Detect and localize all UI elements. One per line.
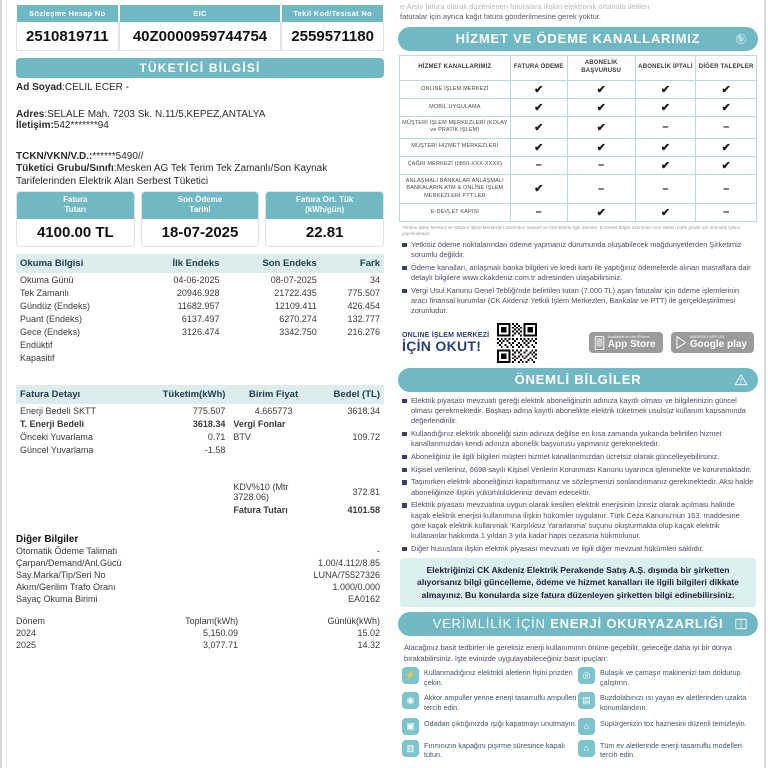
- channel-mark: ✔: [567, 80, 635, 98]
- table-row: [400, 98, 757, 116]
- channel-mark: ✔: [567, 98, 635, 116]
- consumer-contact-label: İletişim:: [16, 120, 54, 131]
- channel-mark: ✔: [510, 116, 567, 138]
- tip-text: Süpürgenizin toz haznesini düzenli temizleyin.: [600, 718, 747, 728]
- reading-row-label: Tek Zamanlı: [20, 287, 70, 298]
- invoice-detail-table: [16, 385, 384, 516]
- table-row: [16, 299, 384, 312]
- invoice-row-amount: [318, 417, 384, 430]
- reading-header-row: [16, 254, 384, 273]
- consumer-group-label: Tüketici Grubu/Sınıfı: [16, 163, 114, 174]
- period-header-daily: Günlük(kWh): [327, 616, 380, 626]
- important-bullets: [394, 394, 762, 554]
- service-channels-table: [399, 55, 757, 222]
- invoice-header-unitprice: Birim Fiyat: [229, 385, 317, 404]
- invoice-header-amount: Bedel (TL): [318, 385, 384, 404]
- reading-row-last: [223, 338, 320, 351]
- earchive-note: [394, 2, 762, 25]
- list-item: [578, 667, 754, 687]
- table-row: [16, 286, 384, 299]
- summary-box-duedate: [141, 191, 260, 247]
- channel-mark: ✔: [696, 80, 757, 98]
- reading-row-first: [138, 338, 224, 351]
- list-item: Kişisel verileriniz, 6698 sayılı Kişisel Verilerin Korunması Kanunu uyarınca işlenmekte ve korunmaktadır.: [402, 465, 756, 475]
- account-table-header-row: [16, 4, 384, 23]
- table-row: [400, 116, 757, 138]
- invoice-row-unit: 4.665773: [254, 405, 293, 416]
- consumer-address-label: Adres: [16, 108, 45, 120]
- invoice-row-amount: 3618.34: [347, 405, 380, 416]
- list-item: Yetkisiz ödeme noktalarından ödeme yapmanız durumunda oluşabilecek mağduriyetlerden Şirketimiz sorumlu değildir.: [402, 240, 756, 260]
- energy-tips-list: [394, 667, 762, 765]
- channel-mark: ✔: [696, 138, 757, 156]
- summary-avg-label-line1: Fatura Ort. Tük: [296, 195, 354, 204]
- tip-text: Tüm ev aletlerinde enerji tasarruflu modelleri tercih edin.: [600, 740, 742, 760]
- reading-row-last: 21722.435: [274, 287, 317, 298]
- reading-row-first: 3126.474: [181, 326, 220, 337]
- tip-text: Fırınınızın kapağını pişirme süresince kapalı tutun.: [424, 740, 566, 760]
- summary-duedate-label-line1: Son Ödeme: [177, 195, 223, 204]
- summary-avg-label-line2: (kWh/gün): [305, 205, 345, 214]
- tip-text: Kullanmadığınız elektrikli aletlerin fişini prizden çekin.: [424, 667, 573, 687]
- summary-boxes: [16, 191, 384, 247]
- summary-box-avgconsumption: [265, 191, 384, 247]
- summary-duedate-value: 18-07-2025: [142, 219, 259, 246]
- other-info-title: Diğer Bilgiler: [16, 534, 79, 545]
- summary-amount-label-line1: Fatura: [63, 195, 88, 204]
- washer-icon: ◎: [578, 667, 595, 684]
- reading-row-first: [138, 351, 224, 364]
- consumer-name-value: :CELIL ECER -: [62, 82, 129, 93]
- list-item: Elektrik piyasası mevzuatı gereği elektrik aboneliğinizin adınıza kayıtlı olması ve bilgilerinizin güncel olması gerekmektedir. Başkası adına kayıtlı abonelikte elektrik tüketmek usulsüz kullanım kapsamında değerlendirilir.: [402, 396, 756, 427]
- summary-duedate-label-line2: Tarihi: [189, 205, 211, 214]
- reading-row-label: Kapasitif: [20, 352, 55, 363]
- consumer-tckn-label: TCKN/VKN/V.D.:: [16, 150, 93, 162]
- channel-mark: –: [567, 156, 635, 174]
- list-item: Elektrik piyasası mevzuatına uygun olarak kesilen elektrik enerjisinin izinsiz olarak açılması halinde kaçak elektrik enerjisi kullanımına ilişkin hükümler uygulanır. Türk Ceza Kanunu'nun 163. maddesine göre kaçak elektrik kullanmak 'Karşılıksız Yararlanma' suçunu oluşturmakta olup kaçak elektrik kullananlar hakkında 1 yıldan 3 yıla kadar hapis cezasına hükmolunur.: [402, 500, 756, 541]
- other-info-value: LUNA/75527326: [313, 570, 380, 580]
- period-total: 5,150.09: [203, 628, 239, 638]
- channel-mark: –: [635, 116, 696, 138]
- plug-icon: ⚡: [402, 667, 419, 684]
- reading-row-last: 3342.750: [279, 326, 317, 337]
- reading-row-last: [223, 351, 320, 364]
- reading-row-diff: 132.777: [347, 313, 380, 324]
- consumer-name-row: [16, 82, 384, 95]
- invoice-row-label: Önceki Yuvarlama: [20, 431, 93, 442]
- channel-name: ÇAĞRI MERKEZİ (0850-XXX-XXXX): [400, 156, 511, 174]
- channel-mark: ✔: [510, 138, 567, 156]
- account-value-contract: 2510819711: [16, 23, 119, 51]
- qr-label: [402, 332, 489, 354]
- summary-avg-label: [266, 192, 383, 219]
- period-header-row: [16, 615, 384, 627]
- summary-avg-value: 22.81: [266, 219, 383, 246]
- bulb-icon: ◉: [402, 692, 419, 709]
- tip-text: Odadan çıktığınızda ışığı kapatmayı unutmayın.: [424, 718, 577, 728]
- list-item: Vergi Usul Kanunu Genel Tebliği'nde belirtilen tutarı (7.000 TL) aşan faturalar için ödeme işlemlerinin aracı finansal kurumlar (CK Akdeniz Yetkili İşlem Merkezleri, Bankalar ve PTT) ile gerçekleştirilmesi zorunludur.: [402, 286, 756, 317]
- service-channels-banner-label: HİZMET VE ÖDEME KANALLARIMIZ: [455, 31, 701, 47]
- google-play-button[interactable]: [671, 332, 754, 353]
- channel-mark: ✔: [635, 98, 696, 116]
- other-info-value: EA0162: [347, 594, 380, 604]
- channel-mark: ✔: [510, 98, 567, 116]
- table-row: [16, 557, 384, 569]
- consumer-info-banner: TÜKETİCİ BİLGİSİ: [16, 58, 384, 78]
- list-item: Kullandığınız elektrik aboneliği sizin adınıza değilse en kısa zamanda yukarıda belirtilen hizmet kanallarımızdan kendi adınıza abonelik başvurusu yapmanız gerekmektedir.: [402, 429, 756, 449]
- table-row: [16, 338, 384, 351]
- channel-name: MÜŞTERİ İŞLEM MERKEZLERİ (KOLAY ve PRATİK İŞLEM): [400, 116, 511, 138]
- table-row: [16, 351, 384, 364]
- total-row: [16, 503, 384, 516]
- period-header-total: Toplam(kWh): [185, 616, 239, 626]
- channels-header-cancel: ABONELİK İPTALİ: [635, 56, 696, 81]
- iphone-icon: [594, 336, 605, 350]
- other-info-value: -: [377, 546, 380, 556]
- channel-mark: –: [567, 174, 635, 203]
- invoice-row-amount: [318, 443, 384, 456]
- period-daily: 15.02: [357, 628, 380, 638]
- warning-icon: [734, 373, 748, 387]
- invoice-row-qty: -1.58: [204, 444, 226, 455]
- reading-row-diff: 775.507: [347, 287, 380, 298]
- reading-row-first: 20946.928: [176, 287, 220, 298]
- table-row: [16, 273, 384, 286]
- period-year: 2025: [16, 640, 37, 650]
- important-info-banner-label: ÖNEMLİ BİLGİLER: [514, 371, 642, 387]
- consumer-tckn-row: [16, 151, 384, 164]
- channel-name: ONLİNE İŞLEM MERKEZİ: [400, 80, 511, 98]
- tip-text: Buzdolabınızı ısı yayan ev aletlerinden uzakta konumlandırın.: [600, 693, 747, 712]
- invoice-row-label: Güncel Yuvarlama: [20, 444, 94, 455]
- table-row: [16, 325, 384, 338]
- reading-row-label: Endüktif: [20, 339, 53, 350]
- table-row: [16, 639, 384, 651]
- channel-name: MÜŞTERİ HİZMET MERKEZLERİ: [400, 138, 511, 156]
- lightsoff-icon: ▣: [402, 718, 419, 735]
- consumer-group-value: :Mesken AG Tek Terim Tek Zamanlı/Son Kaynak Tarifelerinden Elektrik Alan Serbest Tüketici: [16, 163, 328, 187]
- table-row: [16, 312, 384, 325]
- consumer-group-row: [16, 163, 384, 188]
- channel-mark: –: [510, 203, 567, 221]
- channels-header-payment: FATURA ÖDEME: [510, 56, 567, 81]
- invoice-row-qty: 775.507: [192, 405, 226, 416]
- consumer-tckn-value: ******5490//: [92, 150, 144, 162]
- table-row: [400, 138, 757, 156]
- energy-literacy-banner: [398, 612, 758, 636]
- consumer-contact-value: 542*******94: [53, 120, 109, 131]
- period-daily: 14.32: [357, 640, 380, 650]
- channels-body: [400, 80, 757, 221]
- period-consumption-table: [16, 615, 384, 651]
- energy-literacy-intro: Alacağınız basit tedbirler ile gereksiz enerji kullanımının önüne geçebilir, geleceğe daha iyi bir dünya bırakabilirsiniz. İşte evinizde uygulayabileceğiniz basit ipuçları:: [404, 643, 732, 663]
- reading-row-first: 11682.957: [177, 300, 220, 311]
- google-play-small-label: ANDROID APP ON: [689, 334, 725, 340]
- reading-header-first: İlk Endeks: [138, 254, 224, 273]
- other-info-label: Akım/Gerilim Trafo Oranı: [16, 582, 116, 592]
- list-item: [402, 692, 578, 712]
- spacer-row: [16, 456, 384, 480]
- list-item: [402, 718, 578, 735]
- qr-code-icon[interactable]: [497, 323, 537, 363]
- consumer-address-value: :SELALE Mah. 7203 Sk. N.11/5,KEPEZ,ANTALYA: [44, 108, 266, 120]
- supplier-warning-box: Elektriğinizi CK Akdeniz Elektrik Perakende Satış A.Ş. dışında bir şirketten alıyorsanız bilgi güncelleme, ödeme ve hizmet kanalları ile ilgili bilgileri dikkate almayınız. Bu konularda size fatura düzenleyen şirketten bilgi edinebilirsiniz.: [400, 558, 756, 607]
- table-row: [16, 443, 384, 456]
- invoice-row-qty: 3618.34: [192, 418, 226, 429]
- channel-mark: ✔: [696, 156, 757, 174]
- invoice-row-qty: 0.71: [207, 431, 226, 442]
- list-item: [578, 718, 754, 735]
- list-item: [578, 740, 754, 760]
- list-item: Ödeme kanalları, anlaşmalı banka bilgileri ve kredi kartı ile yaptığınız ödemelerde alınan masraflara dair detaylı bilgilere www.ckakdeniz.com.tr adresinden ulaşabilirsiniz.: [402, 263, 756, 283]
- summary-amount-label-line2: Tutarı: [64, 205, 87, 214]
- service-channels-banner: [398, 27, 758, 51]
- energy-literacy-banner-label: ENERJİ OKURYAZARLIĞI: [550, 616, 724, 632]
- table-row: [400, 174, 757, 203]
- invoice-detail-body: [16, 404, 384, 516]
- kdv-label: KDV%10 (Mtr 3728.06): [233, 481, 289, 502]
- list-item: Aboneliğiniz ile ilgili bilgileri müşteri hizmet kanallarımızdan ücretsiz olarak güncelleyebilirsiniz.: [402, 452, 756, 462]
- channels-header-name: HİZMET KANALLARIMIZ: [400, 56, 511, 81]
- reading-row-label: Puant (Endeks): [20, 313, 83, 324]
- reading-row-first: 6137.497: [181, 313, 220, 324]
- reading-row-diff: 216.276: [347, 326, 380, 337]
- period-year: 2024: [16, 628, 37, 638]
- list-item: [402, 740, 578, 760]
- channel-mark: ✔: [567, 116, 635, 138]
- channel-name: E-DEVLET KAPISI: [400, 203, 511, 221]
- table-row: [16, 430, 384, 443]
- channels-header-other: DİĞER TALEPLER: [696, 56, 757, 81]
- reading-row-diff: 426.454: [347, 300, 380, 311]
- account-value-eic: 40Z0000959744754: [119, 23, 282, 51]
- reading-row-diff: 34: [369, 274, 380, 285]
- other-info-label: Say.Marka/Tip/Seri No: [16, 570, 106, 580]
- earchive-note-line1: e-Arşiv fatura olarak düzenlenen faturalara ilişkin elektronik ortamda iletilen: [400, 2, 650, 11]
- google-play-label: Google play: [689, 338, 747, 350]
- channel-mark: ✔: [635, 138, 696, 156]
- reading-row-label: Okuma Günü: [20, 274, 74, 285]
- reading-header-info: Okuma Bilgisi: [16, 254, 138, 273]
- other-info-value: 1.00/4.112/8.85: [318, 558, 380, 568]
- kdv-row: [16, 480, 384, 503]
- channel-mark: ✔: [510, 174, 567, 203]
- table-row: [16, 593, 384, 605]
- reading-row-last: 08-07-2025: [270, 274, 317, 285]
- summary-amount-value: 4100.00 TL: [17, 219, 134, 246]
- invoice-header-detail: Fatura Detayı: [16, 385, 148, 404]
- reading-row-label: Gece (Endeks): [20, 326, 81, 337]
- app-store-small-label: Available on the iPhone: [607, 334, 650, 340]
- channel-mark: ✔: [510, 80, 567, 98]
- reading-header-diff: Fark: [321, 254, 384, 273]
- invoice-row-label: T. Enerji Bedeli: [20, 418, 85, 429]
- channel-mark: –: [696, 203, 757, 221]
- consumer-contact-row: [16, 120, 384, 133]
- account-header-contract: Sözleşme Hesap No: [16, 4, 119, 23]
- list-item: [578, 692, 754, 712]
- google-play-icon: [676, 336, 687, 349]
- summary-box-amount: [16, 191, 135, 247]
- house-icon: ⌂: [578, 740, 595, 757]
- invoice-detail-header-row: [16, 385, 384, 404]
- energy-literacy-banner-prefix: VERİMLİLİK İÇİN: [432, 616, 551, 632]
- summary-amount-label: [17, 192, 134, 219]
- invoice-row-unit: Vergi Fonlar: [233, 418, 286, 429]
- period-header-year: Dönem: [16, 616, 46, 626]
- channel-mark: –: [635, 174, 696, 203]
- channel-name: MOBİL UYGULAMA: [400, 98, 511, 116]
- table-row: [400, 203, 757, 221]
- reading-row-label: Gündüz (Endeks): [20, 300, 91, 311]
- book-icon: [734, 617, 748, 631]
- vacuum-icon: ⌂: [578, 718, 595, 735]
- channel-name: ANLAŞMALI BANKALAR ANLAŞMALI BANKALARIN ATM & ONLİNE İŞLEM MERKEZLERİ PTT'LER: [400, 174, 511, 203]
- oven-icon: ▥: [402, 740, 419, 757]
- earchive-note-line2: faturalar için ayrıca kağıt fatura gönderilmesine gerek yoktur.: [400, 12, 601, 22]
- account-table-value-row: [16, 23, 384, 51]
- channel-mark: ✔: [567, 203, 635, 221]
- channel-mark: –: [696, 174, 757, 203]
- tip-text: Bulaşık ve çamaşır makinenizi tam doldurup çalıştırın.: [600, 667, 741, 687]
- channel-mark: ✔: [635, 80, 696, 98]
- reading-row-last: 6270.274: [279, 313, 317, 324]
- payment-bullets: [394, 238, 762, 317]
- channels-header-row: [400, 56, 757, 81]
- table-row: [400, 80, 757, 98]
- table-row: [16, 417, 384, 430]
- reading-header-last: Son Endeks: [223, 254, 320, 273]
- account-table: [16, 4, 384, 51]
- other-info-table: [16, 545, 384, 605]
- reading-row-diff: [321, 351, 384, 364]
- app-store-button[interactable]: [589, 332, 663, 353]
- table-row: [16, 627, 384, 639]
- list-item: [402, 667, 578, 687]
- list-item: Taşınırken elektrik aboneliğinizi kapattırmanız ve sözleşmenizi sonlandırmanız gerekmektedir. Aksi halde aboneliğinize ilişkin yükümlülükleriniz devam edecektir.: [402, 477, 756, 497]
- right-column: [392, 0, 768, 768]
- channels-footnote: *Online İşlem Merkezi ve Müşteri İşlem Merkezleri üzerinden manuel ve hizmetlerle ilgili işlemler, E-Devlet Bilgisi üzerinden size iletilen tarife prodü için otomatik işlemi yapılmaktadır.: [402, 224, 741, 237]
- table-row: [400, 156, 757, 174]
- other-info-label: Çarpan/Demand/Anl.Gücü: [16, 558, 122, 568]
- invoice-total-label: Fatura Tutarı: [233, 504, 288, 515]
- table-row: [16, 404, 384, 417]
- channel-mark: ✔: [696, 98, 757, 116]
- app-store-label: App Store: [607, 338, 656, 350]
- fridge-icon: ▤: [578, 692, 595, 709]
- reading-row-last: 12109.411: [274, 300, 317, 311]
- table-row: [16, 569, 384, 581]
- invoice-row-label: Enerji Bedeli SKTT: [20, 405, 97, 416]
- list-item: Diğer hususlara ilişkin elektrik piyasası mevzuatı ve ilgili diğer mevzuat hükümleri saklıdır.: [402, 544, 756, 554]
- period-total: 3,077.71: [203, 640, 239, 650]
- reading-row-first: 04-06-2025: [173, 274, 220, 285]
- invoice-total-value: 4101.58: [347, 504, 380, 515]
- kdv-value: 372.81: [352, 486, 380, 497]
- channel-mark: ✔: [635, 203, 696, 221]
- invoice-row-unit: [229, 443, 317, 456]
- refresh-icon: [734, 32, 748, 46]
- reading-table: [16, 254, 384, 364]
- channel-mark: ✔: [567, 138, 635, 156]
- qr-label-line2: İÇİN OKUT!: [402, 338, 482, 355]
- invoice-row-unit: BTV: [233, 431, 251, 442]
- invoice-row-amount: 109.72: [352, 431, 380, 442]
- tip-text: Akkor ampuller yerine enerji tasarruflu ampulleri tercih edin.: [424, 693, 577, 712]
- invoice-header-consumption: Tüketim(kWh): [148, 385, 229, 404]
- account-header-unique-code: Tekil Kod/Tesisat No: [281, 4, 384, 23]
- reading-body: [16, 273, 384, 364]
- table-row: [16, 581, 384, 593]
- important-info-banner: [398, 368, 758, 392]
- account-value-unique-code: 2559571180: [281, 23, 384, 51]
- channel-mark: –: [696, 116, 757, 138]
- other-info-label: Sayaç Okuma Birimi: [16, 594, 98, 604]
- qr-label-line1: ONLINE İŞLEM MERKEZİ: [402, 331, 490, 339]
- consumer-name-label: Ad Soyad: [16, 82, 63, 93]
- other-info-label: Otomatik Ödeme Talimatı: [16, 546, 118, 556]
- app-download-strip: [394, 319, 762, 366]
- channel-mark: ✔: [635, 156, 696, 174]
- account-header-eic: EIC: [119, 4, 282, 23]
- channel-mark: –: [510, 156, 567, 174]
- summary-duedate-label: [142, 192, 259, 219]
- channels-header-application: ABONELİK BAŞVURUSU: [567, 56, 635, 81]
- other-info-value: 1.000/0.000: [332, 582, 380, 592]
- reading-row-diff: [321, 338, 384, 351]
- table-row: [16, 545, 384, 557]
